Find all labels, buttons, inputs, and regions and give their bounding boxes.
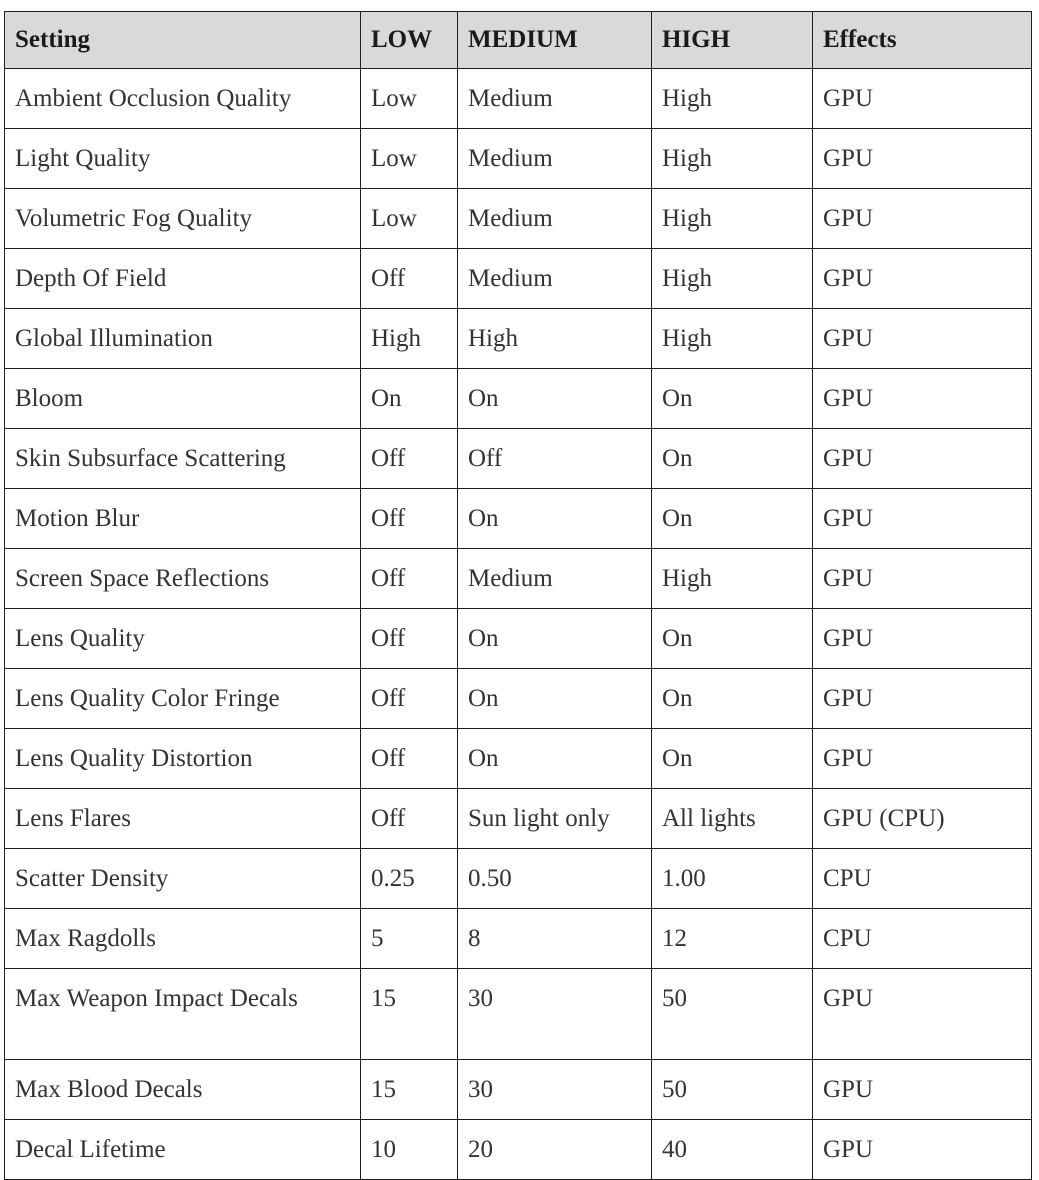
high-value-cell: On <box>652 669 813 729</box>
medium-value-cell: On <box>458 669 652 729</box>
low-value-cell: 15 <box>361 1060 458 1120</box>
low-value-cell: Low <box>361 69 458 129</box>
table-row <box>5 489 1032 549</box>
setting-name-cell: Skin Subsurface Scattering <box>5 429 361 489</box>
low-value-cell: Off <box>361 249 458 309</box>
setting-name-cell: Depth Of Field <box>5 249 361 309</box>
header-low: LOW <box>361 12 458 69</box>
setting-name-cell: Lens Quality <box>5 609 361 669</box>
setting-name-cell: Decal Lifetime <box>5 1120 361 1180</box>
low-value-cell: High <box>361 309 458 369</box>
effects-cell: CPU <box>813 849 1032 909</box>
low-value-cell: Off <box>361 489 458 549</box>
low-value-cell: 10 <box>361 1120 458 1180</box>
medium-value-cell: On <box>458 369 652 429</box>
header-row <box>5 12 1032 69</box>
header-medium: MEDIUM <box>458 12 652 69</box>
effects-cell: GPU <box>813 969 1032 1060</box>
high-value-cell: On <box>652 729 813 789</box>
low-value-cell: Low <box>361 189 458 249</box>
high-value-cell: On <box>652 429 813 489</box>
effects-cell: GPU <box>813 189 1032 249</box>
medium-value-cell: 8 <box>458 909 652 969</box>
medium-value-cell: Medium <box>458 249 652 309</box>
effects-cell: GPU <box>813 489 1032 549</box>
setting-name-cell: Ambient Occlusion Quality <box>5 69 361 129</box>
low-value-cell: Off <box>361 789 458 849</box>
medium-value-cell: On <box>458 729 652 789</box>
effects-cell: GPU <box>813 669 1032 729</box>
high-value-cell: On <box>652 609 813 669</box>
low-value-cell: Low <box>361 129 458 189</box>
low-value-cell: On <box>361 369 458 429</box>
medium-value-cell: Medium <box>458 189 652 249</box>
table-row <box>5 309 1032 369</box>
effects-cell: GPU <box>813 249 1032 309</box>
table-row <box>5 729 1032 789</box>
high-value-cell: High <box>652 549 813 609</box>
effects-cell: GPU <box>813 549 1032 609</box>
effects-cell: GPU <box>813 369 1032 429</box>
high-value-cell: High <box>652 189 813 249</box>
effects-cell: CPU <box>813 909 1032 969</box>
high-value-cell: High <box>652 249 813 309</box>
setting-name-cell: Screen Space Reflections <box>5 549 361 609</box>
medium-value-cell: High <box>458 309 652 369</box>
table-row <box>5 69 1032 129</box>
effects-cell: GPU <box>813 1060 1032 1120</box>
effects-cell: GPU <box>813 1120 1032 1180</box>
medium-value-cell: 20 <box>458 1120 652 1180</box>
table-row <box>5 1060 1032 1120</box>
setting-name-cell: Global Illumination <box>5 309 361 369</box>
table-row <box>5 369 1032 429</box>
setting-name-cell: Lens Flares <box>5 789 361 849</box>
high-value-cell: On <box>652 489 813 549</box>
table-row <box>5 549 1032 609</box>
medium-value-cell: On <box>458 609 652 669</box>
effects-cell: GPU (CPU) <box>813 789 1032 849</box>
table-row <box>5 789 1032 849</box>
high-value-cell: All lights <box>652 789 813 849</box>
medium-value-cell: Medium <box>458 549 652 609</box>
effects-cell: GPU <box>813 729 1032 789</box>
header-setting: Setting <box>5 12 361 69</box>
setting-name-cell: Bloom <box>5 369 361 429</box>
setting-name-cell: Max Weapon Impact Decals <box>5 969 361 1060</box>
header-high: HIGH <box>652 12 813 69</box>
setting-name-cell: Lens Quality Color Fringe <box>5 669 361 729</box>
setting-name-cell: Max Blood Decals <box>5 1060 361 1120</box>
medium-value-cell: 30 <box>458 969 652 1060</box>
setting-name-cell: Light Quality <box>5 129 361 189</box>
high-value-cell: On <box>652 369 813 429</box>
high-value-cell: High <box>652 69 813 129</box>
table-row <box>5 909 1032 969</box>
low-value-cell: Off <box>361 669 458 729</box>
effects-cell: GPU <box>813 69 1032 129</box>
high-value-cell: 1.00 <box>652 849 813 909</box>
graphics-settings-table <box>4 11 1032 1180</box>
high-value-cell: 40 <box>652 1120 813 1180</box>
effects-cell: GPU <box>813 609 1032 669</box>
setting-name-cell: Max Ragdolls <box>5 909 361 969</box>
setting-name-cell: Motion Blur <box>5 489 361 549</box>
low-value-cell: Off <box>361 609 458 669</box>
medium-value-cell: Sun light only <box>458 789 652 849</box>
medium-value-cell: Medium <box>458 129 652 189</box>
table-row <box>5 129 1032 189</box>
low-value-cell: 5 <box>361 909 458 969</box>
low-value-cell: 0.25 <box>361 849 458 909</box>
table-row <box>5 969 1032 1060</box>
high-value-cell: High <box>652 129 813 189</box>
low-value-cell: Off <box>361 729 458 789</box>
medium-value-cell: Medium <box>458 69 652 129</box>
effects-cell: GPU <box>813 129 1032 189</box>
setting-name-cell: Volumetric Fog Quality <box>5 189 361 249</box>
effects-cell: GPU <box>813 429 1032 489</box>
low-value-cell: Off <box>361 549 458 609</box>
table-row <box>5 849 1032 909</box>
high-value-cell: 12 <box>652 909 813 969</box>
high-value-cell: 50 <box>652 1060 813 1120</box>
effects-cell: GPU <box>813 309 1032 369</box>
table-row <box>5 609 1032 669</box>
setting-name-cell: Lens Quality Distortion <box>5 729 361 789</box>
medium-value-cell: 0.50 <box>458 849 652 909</box>
table-row <box>5 669 1032 729</box>
table-row <box>5 189 1032 249</box>
table-row <box>5 429 1032 489</box>
medium-value-cell: On <box>458 489 652 549</box>
header-effects: Effects <box>813 12 1032 69</box>
medium-value-cell: 30 <box>458 1060 652 1120</box>
high-value-cell: 50 <box>652 969 813 1060</box>
table-row <box>5 1120 1032 1180</box>
medium-value-cell: Off <box>458 429 652 489</box>
high-value-cell: High <box>652 309 813 369</box>
table-row <box>5 249 1032 309</box>
low-value-cell: Off <box>361 429 458 489</box>
low-value-cell: 15 <box>361 969 458 1060</box>
setting-name-cell: Scatter Density <box>5 849 361 909</box>
